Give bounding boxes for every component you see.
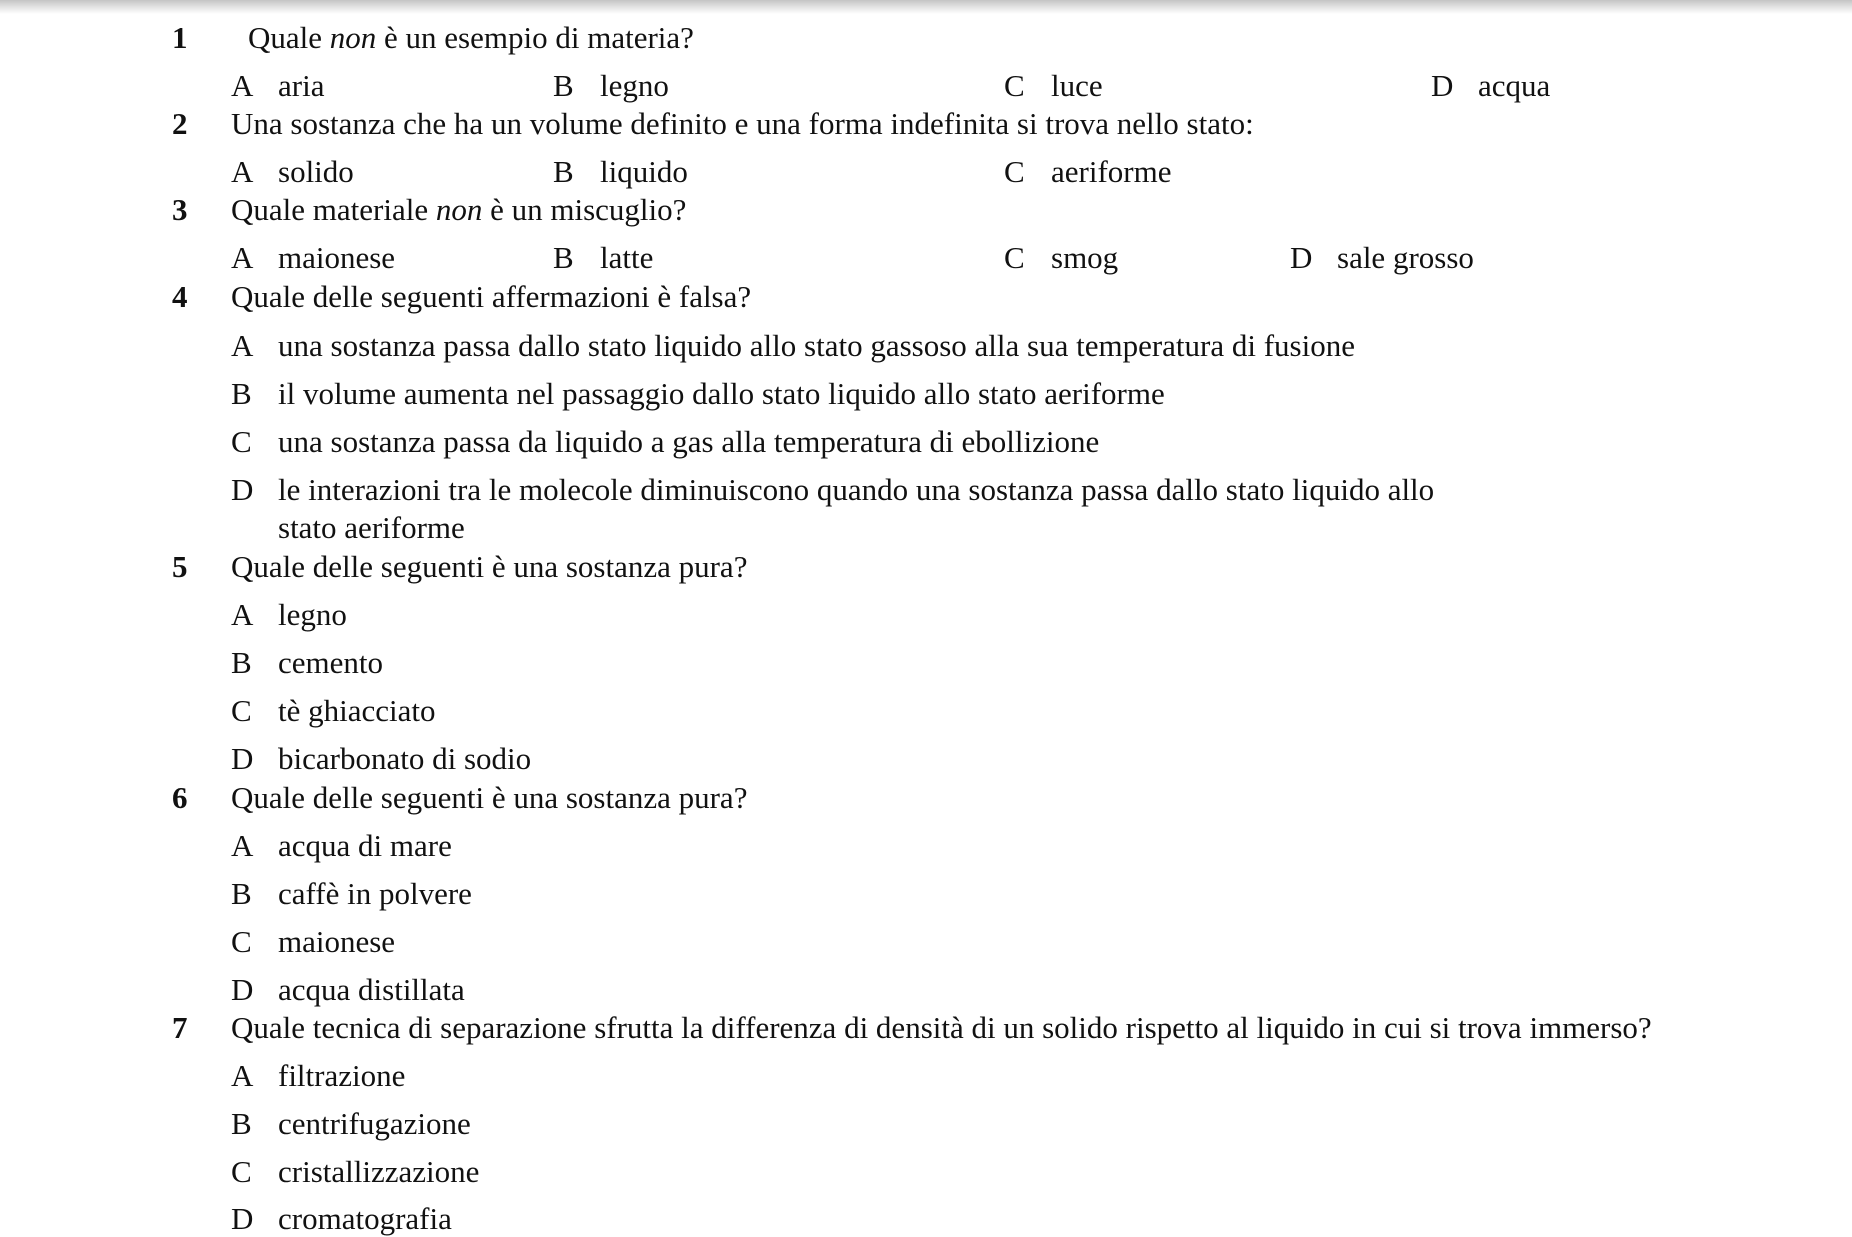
option-letter: B [553, 68, 574, 103]
option-letter: A [231, 68, 254, 103]
question-4-option-d[interactable] [231, 472, 1434, 508]
option-letter: B [231, 645, 252, 680]
question-5-option-d[interactable] [231, 741, 531, 777]
option-letter: D [231, 741, 254, 776]
option-text: liquido [600, 154, 688, 189]
option-text: centrifugazione [278, 1106, 471, 1141]
option-text: solido [278, 154, 354, 189]
option-text: caffè in polvere [278, 876, 472, 911]
question-6-option-b[interactable] [231, 876, 472, 912]
option-letter: D [1431, 68, 1454, 103]
question-3-option-c[interactable] [1004, 240, 1118, 276]
question-3-option-d[interactable] [1290, 240, 1474, 276]
question-4-option-d-continuation: stato aeriforme [278, 510, 465, 545]
question-4-option-b[interactable] [231, 376, 1165, 412]
question-7-option-c[interactable] [231, 1154, 479, 1190]
option-letter: A [231, 328, 254, 363]
question-4-number: 4 [172, 279, 188, 314]
question-6-option-d[interactable] [231, 972, 465, 1008]
option-text: legno [600, 68, 669, 103]
question-5-option-b[interactable] [231, 645, 383, 681]
question-6-option-a[interactable] [231, 828, 452, 864]
option-letter: A [231, 1058, 254, 1093]
option-letter: D [231, 472, 254, 507]
option-text: cristallizzazione [278, 1154, 480, 1189]
question-7-option-b[interactable] [231, 1106, 471, 1142]
option-letter: C [231, 693, 252, 728]
question-1-option-b[interactable] [553, 68, 669, 104]
option-letter: A [231, 828, 254, 863]
option-text: latte [600, 240, 654, 275]
option-text: acqua di mare [278, 828, 452, 863]
question-4-text: Quale delle seguenti affermazioni è falsa? [231, 279, 752, 314]
option-letter: C [1004, 154, 1025, 189]
question-2-text: Una sostanza che ha un volume definito e una forma indefinita si trova nello stato: [231, 106, 1254, 141]
question-3-text-start: Quale materiale [231, 192, 436, 227]
option-text: il volume aumenta nel passaggio dallo stato liquido allo stato aeriforme [278, 376, 1165, 411]
option-letter: C [1004, 240, 1025, 275]
question-4-option-a[interactable] [231, 328, 1355, 364]
question-5-option-c[interactable] [231, 693, 436, 729]
option-text: maionese [278, 924, 396, 959]
option-text: filtrazione [278, 1058, 406, 1093]
question-3-number: 3 [172, 192, 188, 227]
option-letter: A [231, 240, 254, 275]
option-letter: C [231, 424, 252, 459]
question-1-number: 1 [172, 20, 188, 55]
option-text: cemento [278, 645, 384, 680]
question-6-number: 6 [172, 780, 188, 815]
option-text: tè ghiacciato [278, 693, 436, 728]
option-letter: D [231, 1201, 254, 1236]
question-3-text-end: è un miscuglio? [482, 192, 687, 227]
option-letter: B [553, 240, 574, 275]
option-letter: B [553, 154, 574, 189]
question-3-text [231, 192, 686, 228]
question-3-option-b[interactable] [553, 240, 653, 276]
question-3-option-a[interactable] [231, 240, 395, 276]
question-5-number: 5 [172, 549, 188, 584]
question-1-option-c[interactable] [1004, 68, 1103, 104]
option-text: aeriforme [1051, 154, 1172, 189]
option-text: acqua [1478, 68, 1551, 103]
question-7-number: 7 [172, 1010, 188, 1045]
option-text: le interazioni tra le molecole diminuiscono quando una sostanza passa dallo stato liquido allo [278, 472, 1435, 507]
option-text: sale grosso [1337, 240, 1474, 275]
question-7-text: Quale tecnica di separazione sfrutta la differenza di densità di un solido rispetto al liquido in cui si trova immerso? [231, 1010, 1652, 1045]
option-letter: B [231, 876, 252, 911]
question-1-option-a[interactable] [231, 68, 324, 104]
question-1-text [248, 20, 694, 56]
question-7-option-a[interactable] [231, 1058, 405, 1094]
option-letter: D [231, 972, 254, 1007]
option-letter: C [231, 924, 252, 959]
option-letter: A [231, 154, 254, 189]
option-text: una sostanza passa dallo stato liquido allo stato gassoso alla sua temperatura di fusione [278, 328, 1355, 363]
option-text: aria [278, 68, 325, 103]
option-text: luce [1051, 68, 1103, 103]
question-5-text: Quale delle seguenti è una sostanza pura? [231, 549, 748, 584]
option-text: cromatografia [278, 1201, 452, 1236]
question-1-text-italic: non [329, 20, 377, 55]
option-text: maionese [278, 240, 396, 275]
question-2-number: 2 [172, 106, 188, 141]
option-letter: B [231, 376, 252, 411]
option-text: acqua distillata [278, 972, 465, 1007]
option-text: legno [278, 597, 347, 632]
option-letter: C [231, 1154, 252, 1189]
question-4-option-c[interactable] [231, 424, 1099, 460]
option-letter: A [231, 597, 254, 632]
option-letter: C [1004, 68, 1025, 103]
question-6-option-c[interactable] [231, 924, 395, 960]
question-1-text-start: Quale [248, 20, 330, 55]
question-2-option-c[interactable] [1004, 154, 1171, 190]
option-text: smog [1051, 240, 1119, 275]
option-text: bicarbonato di sodio [278, 741, 532, 776]
question-2-option-b[interactable] [553, 154, 688, 190]
question-1-text-end: è un esempio di materia? [376, 20, 694, 55]
question-5-option-a[interactable] [231, 597, 347, 633]
option-letter: D [1290, 240, 1313, 275]
question-2-option-a[interactable] [231, 154, 354, 190]
option-letter: B [231, 1106, 252, 1141]
question-6-text: Quale delle seguenti è una sostanza pura? [231, 780, 748, 815]
question-7-option-d[interactable] [231, 1201, 452, 1237]
question-3-text-italic: non [435, 192, 483, 227]
option-text: una sostanza passa da liquido a gas alla temperatura di ebollizione [278, 424, 1100, 459]
question-1-option-d[interactable] [1431, 68, 1550, 104]
